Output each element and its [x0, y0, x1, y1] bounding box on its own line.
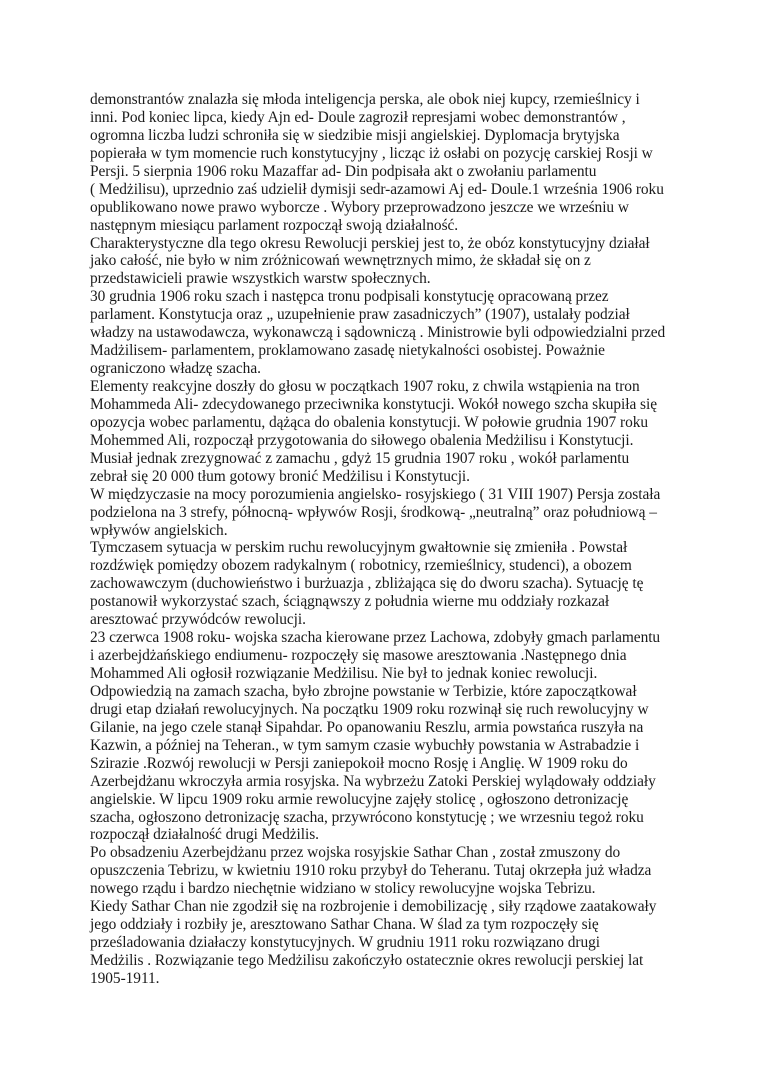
text-line: opuszczenia Tebrizu, w kwietniu 1910 roku przybył do Teheranu. Tutaj okrzepła już władza: [90, 862, 652, 880]
text-line: jako całość, nie było w nim zróżnicowań wewnętrznych mimo, że składał się on z: [90, 252, 591, 270]
text-line: parlament. Konstytucja oraz „ uzupełnienie praw zasadniczych” (1907), ustalały podział: [90, 306, 630, 324]
text-line: demonstrantów znalazła się młoda inteligencja perska, ale obok niej kupcy, rzemieślnicy i: [90, 91, 640, 108]
text-line: Medżilis . Rozwiązanie tego Medżilisu zakończyło ostatecznie okres rewolucji perskiej lat: [90, 952, 644, 969]
text-line: Kiedy Sathar Chan nie zgodził się na rozbrojenie i demobilizację , siły rządowe zaatakowały: [90, 898, 657, 916]
text-line: ograniczono władzę szacha.: [90, 360, 261, 378]
text-line: 23 czerwca 1908 roku- wojska szacha kierowane przez Lachowa, zdobyły gmach parlamentu: [90, 629, 661, 647]
text-line: W międzyczasie na mocy porozumienia angielsko- rosyjskiego ( 31 VIII 1907) Persja została: [90, 485, 661, 503]
text-line: nowego rządu i bardzo niechętnie widziano w stolicy rewolucyjne wojska Tebrizu.: [90, 880, 596, 898]
text-line: zachowawczym (duchowieństwo i burżuazja , zbliżająca się do dworu szacha). Sytuację tę: [90, 575, 644, 593]
text-line: angielskie. W lipcu 1909 roku armie rewolucyjne zajęły stolicę , ogłoszono detronizację: [90, 790, 629, 808]
text-line: Charakterystyczne dla tego okresu Rewolucji perskiej jest to, że obóz konstytucyjny działał: [90, 234, 650, 252]
text-line: Madżilisem- parlamentem, proklamowano zasadę nietykalności osobistej. Poważnie: [90, 342, 605, 360]
text-line: popierała w tym momencie ruch konstytucyjny , licząc iż osłabi on pozycję carskiej Rosji w: [90, 144, 653, 162]
text-line: 30 grudnia 1906 roku szach i następca tronu podpisali konstytucję opracowaną przez: [90, 288, 609, 306]
text-line: Azerbejdżanu wkroczyła armia rosyjska. Na wybrzeżu Zatoki Perskiej wylądowały oddziały: [90, 772, 656, 790]
text-line: zebrał się 20 000 tłum gotowy bronić Medżilisu i Konstytucji.: [90, 467, 470, 485]
text-line: inni. Pod koniec lipca, kiedy Ajn ed- Doule zagroził represjami wobec demonstrantów ,: [90, 108, 626, 126]
text-line: rozpoczął działalność drugi Medżilis.: [90, 826, 319, 844]
text-line: Gilanie, na jego czele stanął Sipahdar. Po opanowaniu Reszlu, armia powstańca ruszyła na: [90, 718, 644, 736]
text-line: 1905-1911.: [90, 969, 160, 987]
text-line: Elementy reakcyjne doszły do głosu w początkach 1907 roku, z chwila wstąpienia na tron: [90, 378, 640, 395]
text-line: Mohemmed Ali, rozpoczął przygotowania do siłowego obalenia Medżilisu i Konstytucji.: [90, 431, 634, 449]
text-line: Tymczasem sytuacja w perskim ruchu rewolucyjnym gwałtownie się zmieniła . Powstał: [90, 539, 628, 557]
text-line: Persji. 5 sierpnia 1906 roku Mazaffar ad- Din podpisała akt o zwołaniu parlamentu: [90, 162, 597, 180]
text-line: ogromna liczba ludzi schroniła się w siedzibie misji angielskiej. Dyplomacja brytyjska: [90, 126, 620, 144]
document-body-text: [90, 91, 690, 988]
text-line: Szirazie .Rozwój rewolucji w Persji zaniepokoił mocno Rosję i Anglię. W 1909 roku do: [90, 754, 628, 772]
text-line: następnym miesiącu parlament rozpoczął swoją działalność.: [90, 216, 459, 234]
text-line: przedstawicieli prawie wszystkich warstw społecznych.: [90, 270, 431, 288]
text-line: i azerbejdżańskiego endiumenu- rozpoczęły się masowe aresztowania .Następnego dnia: [90, 647, 627, 665]
text-line: opublikowano nowe prawo wyborcze . Wybory przeprowadzono jeszcze we wrześniu w: [90, 198, 629, 216]
text-line: Mohammed Ali ogłosił rozwiązanie Medżilisu. Nie był to jednak koniec rewolucji.: [90, 665, 598, 682]
text-line: ( Medżilisu), uprzednio zaś udzielił dymisji sedr-azamowi Aj ed- Doule.1 września 1906 roku: [90, 180, 664, 198]
text-line: wpływów angielskich.: [90, 521, 228, 539]
text-line: prześladowania działaczy konstytucyjnych. W grudniu 1911 roku rozwiązano drugi: [90, 934, 600, 952]
text-line: jego oddziały i rozbiły je, aresztowano Sathar Chana. W ślad za tym rozpoczęły się: [90, 916, 599, 934]
text-line: opozycja wobec parlamentu, dążąca do obalenia konstytucji. W połowie grudnia 1907 roku: [90, 413, 648, 431]
text-line: aresztować przywódców rewolucji.: [90, 611, 306, 629]
text-line: władzy na ustawodawcza, wykonawczą i sądowniczą . Ministrowie byli odpowiedzialni przed: [90, 324, 666, 342]
text-line: szacha, ogłoszono detronizację szacha, przywrócono konstytucję ; we wrzesniu tegoż roku: [90, 808, 644, 826]
text-line: rozdźwięk pomiędzy obozem radykalnym ( robotnicy, rzemieślnicy, studenci), a obozem: [90, 557, 632, 575]
text-line: Odpowiedzią na zamach szacha, było zbrojne powstanie w Terbizie, które zapoczątkował: [90, 682, 637, 700]
text-line: Mohammeda Ali- zdecydowanego przeciwnika konstytucji. Wokół nowego szcha skupiła się: [90, 395, 658, 413]
text-line: Musiał jednak zrezygnować z zamachu , gdyż 15 grudnia 1907 roku , wokół parlamentu: [90, 449, 630, 467]
text-line: podzielona na 3 strefy, północną- wpływów Rosji, środkową- „neutralną” oraz południową –: [90, 503, 657, 521]
text-line: Po obsadzeniu Azerbejdżanu przez wojska rosyjskie Sathar Chan , został zmuszony do: [90, 844, 621, 862]
text-line: Kazwin, a później na Teheran., w tym samym czasie wybuchły powstania w Astrabadzie i: [90, 736, 640, 754]
text-line: drugi etap działań rewolucyjnych. Na początku 1909 roku rozwinął się ruch rewolucyjny w: [90, 700, 649, 718]
text-line: postanowił wykorzystać szach, ściągnąwszy z południa wierne mu oddziały rozkazał: [90, 593, 610, 611]
